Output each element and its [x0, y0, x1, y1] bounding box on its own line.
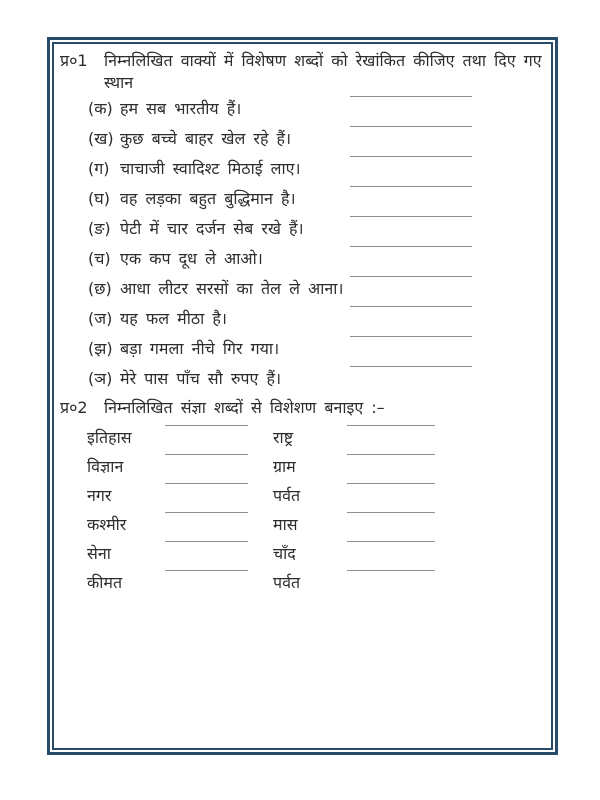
q1-item-label: (ग): [88, 159, 110, 178]
q2-row: [60, 539, 547, 568]
q1-item: [60, 124, 547, 154]
q1-item: [60, 304, 547, 334]
q2-row: [60, 423, 547, 452]
q1-item-label: (ञ): [88, 369, 113, 388]
answer-blank-line: [165, 570, 248, 571]
q1-item: [60, 184, 547, 214]
answer-blank-line: [350, 156, 472, 157]
q1-item: [60, 154, 547, 184]
q1-item-label: (ज): [88, 309, 113, 328]
q1-item-label: (झ): [88, 339, 113, 358]
question1-instruction: निम्नलिखित वाक्यों में विशेषण शब्दों को रेखांकित कीजिए तथा दिए गए स्थान: [104, 51, 542, 92]
q2-right-word: ग्राम: [273, 456, 296, 476]
q1-item-sentence: यह फल मीठा है।: [120, 309, 227, 328]
q1-item: [60, 94, 547, 124]
answer-blank-line: [347, 541, 435, 542]
inner-border-frame: [52, 42, 553, 750]
q2-row: [60, 481, 547, 510]
q1-item-sentence: आधा लीटर सरसों का तेल ले आना।: [120, 279, 344, 298]
q2-right-word: चाँद: [273, 543, 296, 563]
outer-border-frame: [47, 37, 558, 755]
answer-blank-line: [165, 454, 248, 455]
answer-blank-line: [347, 512, 435, 513]
q2-row: [60, 568, 547, 597]
q1-item: [60, 334, 547, 364]
q1-item-label: (छ): [88, 279, 112, 298]
q2-left-word: नगर: [87, 485, 112, 505]
answer-blank-line: [165, 425, 248, 426]
answer-blank-line: [347, 454, 435, 455]
answer-blank-line: [350, 336, 472, 337]
q2-left-word: इतिहास: [87, 427, 132, 447]
q2-left-word: विज्ञान: [87, 456, 124, 476]
q1-item-sentence: कुछ बच्चे बाहर खेल रहे हैं।: [120, 129, 292, 148]
answer-blank-line: [350, 366, 472, 367]
question2-instruction: निम्नलिखित संज्ञा शब्दों से विशेशण बनाइए :–: [104, 398, 385, 417]
answer-blank-line: [165, 483, 248, 484]
q1-item-sentence: वह लड़का बहुत बुद्धिमान है।: [120, 189, 296, 208]
answer-blank-line: [347, 483, 435, 484]
question1-number: प्र०1: [60, 51, 88, 70]
answer-blank-line: [350, 246, 472, 247]
q2-left-word: कश्मीर: [87, 514, 127, 534]
answer-blank-line: [350, 216, 472, 217]
answer-blank-line: [350, 276, 472, 277]
question1-items: [60, 94, 547, 394]
answer-blank-line: [347, 425, 435, 426]
q2-right-word: पर्वत: [273, 485, 301, 505]
q1-item-sentence: मेरे पास पाँच सौ रुपए हैं।: [120, 369, 282, 388]
q1-item: [60, 244, 547, 274]
q1-item-label: (क): [88, 99, 113, 118]
answer-blank-line: [350, 96, 472, 97]
q1-item: [60, 274, 547, 304]
q1-item-sentence: बड़ा गमला नीचे गिर गया।: [120, 339, 280, 358]
q2-right-word: राष्ट्र: [273, 427, 294, 447]
q1-item: [60, 364, 547, 394]
answer-blank-line: [350, 306, 472, 307]
q1-item-sentence: पेटी में चार दर्जन सेब रखे हैं।: [120, 219, 304, 238]
q2-right-word: मास: [273, 514, 298, 534]
q1-item-sentence: चाचाजी स्वादिश्ट मिठाई लाए।: [120, 159, 301, 178]
q1-item-sentence: एक कप दूध ले आओ।: [120, 249, 263, 268]
q2-left-word: सेना: [87, 543, 111, 563]
q1-item-label: (घ): [88, 189, 110, 208]
q1-item: [60, 214, 547, 244]
answer-blank-line: [347, 570, 435, 571]
question2-word-grid: [60, 423, 547, 597]
worksheet-content: [54, 44, 551, 748]
q2-left-word: कीमत: [87, 572, 123, 592]
q1-item-label: (ङ): [88, 219, 111, 238]
question2-number: प्र०2: [60, 398, 88, 417]
q2-right-word: पर्वत: [273, 572, 301, 592]
q2-row: [60, 452, 547, 481]
q1-item-label: (च): [88, 249, 111, 268]
question2-header: [60, 397, 547, 419]
question1-header: [60, 50, 547, 94]
q1-item-sentence: हम सब भारतीय हैं।: [120, 99, 242, 118]
answer-blank-line: [165, 541, 248, 542]
answer-blank-line: [350, 186, 472, 187]
answer-blank-line: [350, 126, 472, 127]
q2-row: [60, 510, 547, 539]
answer-blank-line: [165, 512, 248, 513]
q1-item-label: (ख): [88, 129, 114, 148]
